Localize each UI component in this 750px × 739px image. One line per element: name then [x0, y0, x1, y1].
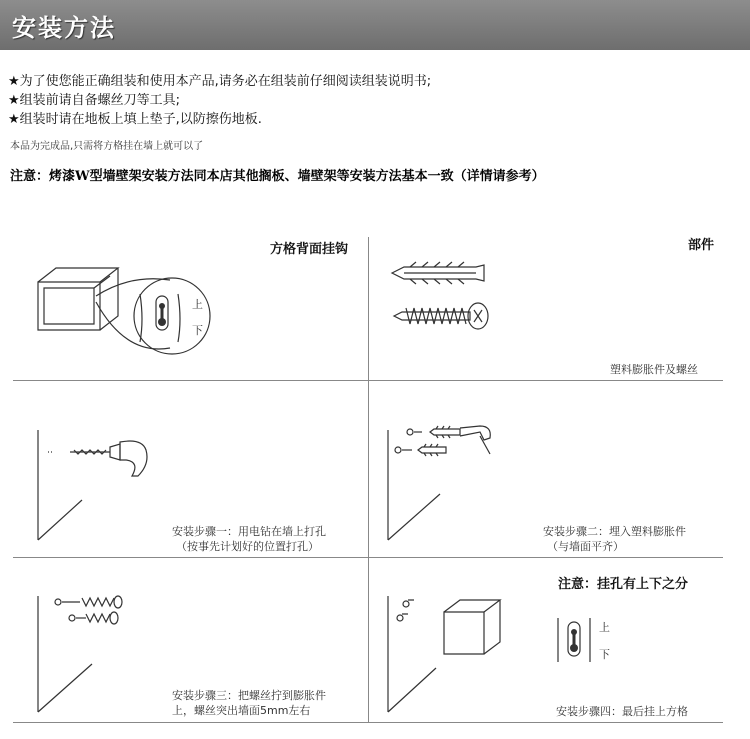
- grid-line-v: [368, 237, 369, 722]
- screw-icon: [392, 302, 492, 330]
- screw-into-anchor-icon: [50, 594, 130, 628]
- intro-list: [8, 72, 431, 129]
- step2-line-1: 安装步骤二：埋入塑料膨胀件: [543, 525, 686, 538]
- intro-line-3: ★组装时请在地板上填上垫子,以防擦伤地板.: [8, 112, 262, 127]
- parts-caption: 塑料膨胀件及螺丝: [610, 363, 698, 376]
- intro-line-2: ★组装前请自备螺丝刀等工具;: [8, 93, 181, 108]
- step4-up-label: 上: [599, 621, 610, 634]
- parts-panel-title: 部件: [688, 238, 715, 253]
- step3-line-1: 安装步骤三：把螺丝拧到膨胀件: [172, 689, 326, 702]
- keyhole-icon: [556, 616, 596, 664]
- anchor-plug-icon: [390, 262, 490, 284]
- hook-up-label: 上: [192, 298, 203, 311]
- intro-line-1: ★为了使您能正确组装和使用本产品,请务必在组装前仔细阅读组装说明书;: [8, 74, 432, 89]
- grid-line-h3: [13, 722, 723, 723]
- step1-line-1: 安装步骤一：用电钻在墙上打孔: [172, 525, 326, 538]
- hanging-box-icon: [440, 596, 504, 660]
- wall-4-diagram: [386, 594, 446, 716]
- step4-down-label: 下: [599, 648, 610, 661]
- step4-panel-title: 注意：挂孔有上下之分: [558, 577, 689, 592]
- hook-diagram: [30, 260, 260, 370]
- main-note: 注意：烤漆W型墙壁架安装方法同本店其他搁板、墙壁架等安装方法基本一致（详情请参考）: [10, 169, 545, 184]
- step4-caption: 安装步骤四：最后挂上方格: [556, 705, 688, 718]
- step1-line-2: （按事先计划好的位置打孔）: [176, 540, 319, 553]
- small-note: 本品为完成品,只需将方格挂在墙上就可以了: [10, 141, 204, 152]
- keyhole-icon: [156, 296, 168, 330]
- insert-anchor-icon: [390, 424, 500, 464]
- hook-down-label: 下: [192, 324, 203, 337]
- step3-line-2: 上，螺丝突出墙面5mm左右: [172, 704, 311, 717]
- header-bar: [0, 0, 750, 50]
- step1-caption: [172, 524, 326, 554]
- page-title: 安装方法: [12, 14, 116, 42]
- drill-icon: [46, 440, 156, 480]
- step3-caption: [172, 688, 326, 718]
- step2-caption: [543, 524, 686, 554]
- hook-panel-title: 方格背面挂钩: [270, 242, 349, 257]
- step2-line-2: （与墙面平齐）: [547, 540, 624, 553]
